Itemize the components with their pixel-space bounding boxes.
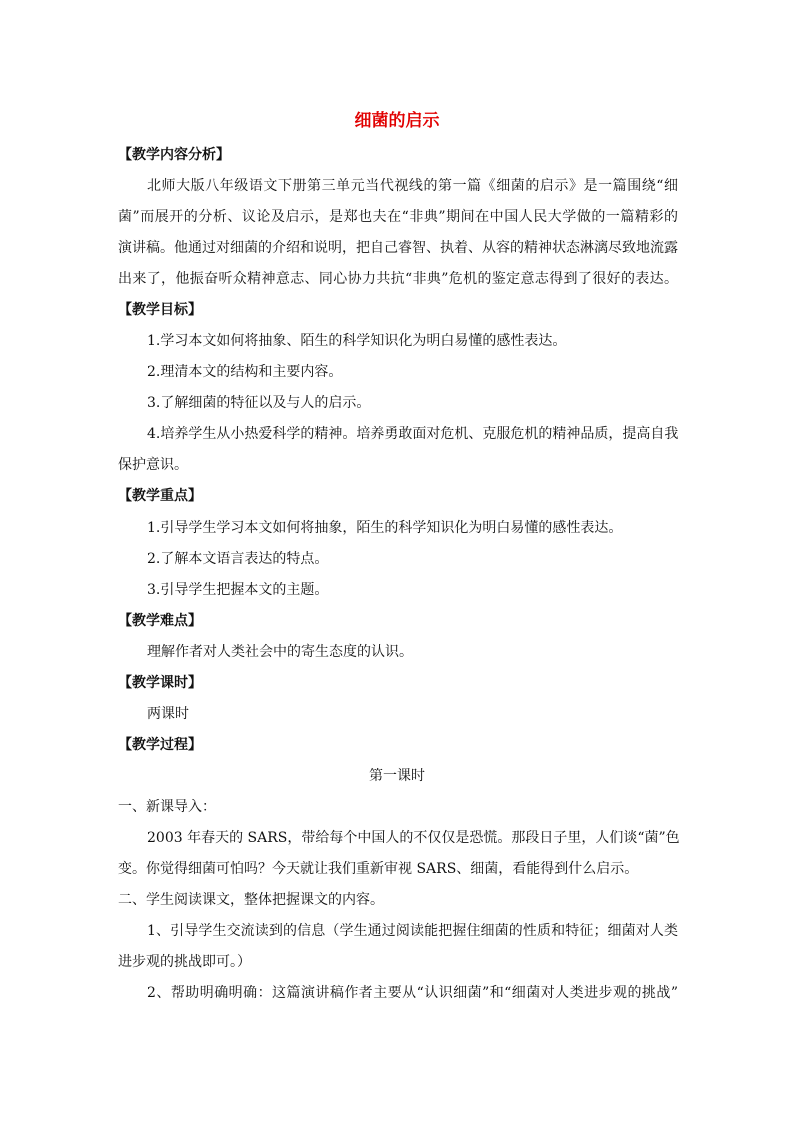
heading-hours: 【教学课时】 — [118, 675, 202, 691]
focus-2: 2.了解本文语言表达的特点。 — [147, 551, 329, 567]
heading-process: 【教学过程】 — [118, 737, 202, 753]
heading-focus: 【教学重点】 — [118, 488, 202, 504]
read-2-line-1: 2、帮助明确明确：这篇演讲稿作者主要从“认识细菌”和“细菌对人类进步观的挑战” — [147, 985, 678, 1001]
step-2-heading: 二、学生阅读课文，整体把握课文的内容。 — [118, 892, 384, 908]
difficulty-1: 理解作者对人类社会中的寄生态度的认识。 — [147, 644, 413, 660]
heading-difficulty: 【教学难点】 — [118, 613, 202, 629]
analysis-line-4: 出来了，他振奋听众精神意志、同心协力共抗“非典”危机的鉴定意志得到了很好的表达。 — [118, 271, 678, 287]
goal-4-line-1: 4.培养学生从小热爱科学的精神。培养勇敢面对危机、克服危机的精神品质，提高自我 — [147, 426, 679, 442]
page-title: 细菌的启示 — [354, 111, 440, 131]
goal-2: 2.理清本文的结构和主要内容。 — [147, 364, 343, 380]
heading-content-analysis: 【教学内容分析】 — [118, 147, 230, 163]
analysis-line-2: 菌”而展开的分析、议论及启示，是郑也夫在“非典”期间在中国人民大学做的一篇精彩的 — [118, 209, 678, 225]
analysis-line-1: 北师大版八年级语文下册第三单元当代视线的第一篇《细菌的启示》是一篇围绕“细 — [147, 178, 678, 194]
focus-1: 1.引导学生学习本文如何将抽象，陌生的科学知识化为明白易懂的感性表达。 — [147, 520, 623, 536]
hours-value: 两课时 — [147, 706, 189, 722]
heading-goals: 【教学目标】 — [118, 302, 202, 318]
goal-3: 3.了解细菌的特征以及与人的启示。 — [147, 395, 371, 411]
intro-line-2: 变。你觉得细菌可怕吗？今天就让我们重新审视 SARS、细菌，看能得到什么启示。 — [118, 861, 639, 877]
focus-3: 3.引导学生把握本文的主题。 — [147, 582, 329, 598]
lesson-1-title: 第一课时 — [369, 768, 425, 784]
step-1-heading: 一、新课导入： — [118, 799, 216, 815]
read-1-line-2: 进步观的挑战即可。） — [118, 954, 251, 970]
goal-1: 1.学习本文如何将抽象、陌生的科学知识化为明白易懂的感性表达。 — [147, 333, 567, 349]
goal-4-line-2: 保护意识。 — [118, 457, 188, 473]
intro-line-1: 2003 年春天的 SARS，带给每个中国人的不仅仅是恐慌。那段日子里，人们谈“菌”色 — [147, 830, 680, 846]
analysis-line-3: 演讲稿。他通过对细菌的介绍和说明，把自己睿智、执着、从容的精神状态淋漓尽致地流露 — [118, 240, 678, 256]
read-1-line-1: 1、引导学生交流读到的信息（学生通过阅读能把握住细菌的性质和特征；细菌对人类 — [147, 923, 678, 939]
